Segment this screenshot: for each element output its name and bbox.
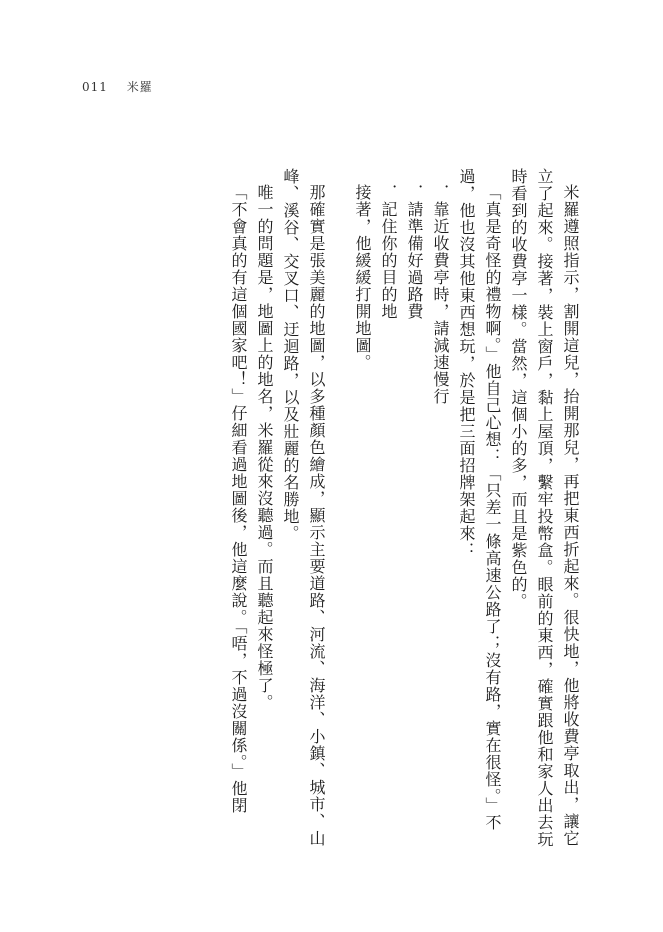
running-header (82, 78, 153, 95)
paragraph-3: 接著，他緩緩打開地圖。 (353, 184, 372, 371)
paragraph-1: 米羅遵照指示，割開這兒，抬開那兒，再把東西折起來。很快地，他將收費亭取出，讓它立了起來。接著，裝上窗戶，黏上屋頂，繫牢投幣盒。眼前的東西，確實跟他和家人出去玩時看到的收費亭一樣。當然，這個小的多，而且是紫色的。 (509, 168, 580, 848)
vertical-text-body (225, 168, 583, 848)
sign-line-1: ．靠近收費亭時，請減速慢行 (431, 184, 450, 405)
paragraph-5: 唯一的問題是，地圖上的地名，米羅從來沒聽過。而且聽起來怪極了。 (255, 184, 274, 711)
page-number: 011 (82, 80, 108, 94)
sign-line-2: ．請準備好過路費 (405, 184, 424, 320)
paragraph-4: 那確實是張美麗的地圖，以多種顏色繪成，顯示主要道路、河流、海洋、小鎮、城市、山峰、溪谷、交叉口、迂迴路，以及壯麗的名勝地。 (281, 168, 326, 847)
sign-line-3: ．記住你的目的地 (379, 184, 398, 320)
book-title: 米羅 (126, 80, 153, 94)
paragraph-2: 「真是奇怪的禮物啊。」他自己心想：「只差一條高速公路了；沒有路，實在很怪。」不過，他也沒其他東西想玩，於是把三面招牌架起來： (457, 168, 502, 831)
paragraph-6: 「不會真的有這個國家吧！」仔細看過地圖後，他這麼說。「唔，不過沒關係。」他閉 (229, 184, 248, 814)
